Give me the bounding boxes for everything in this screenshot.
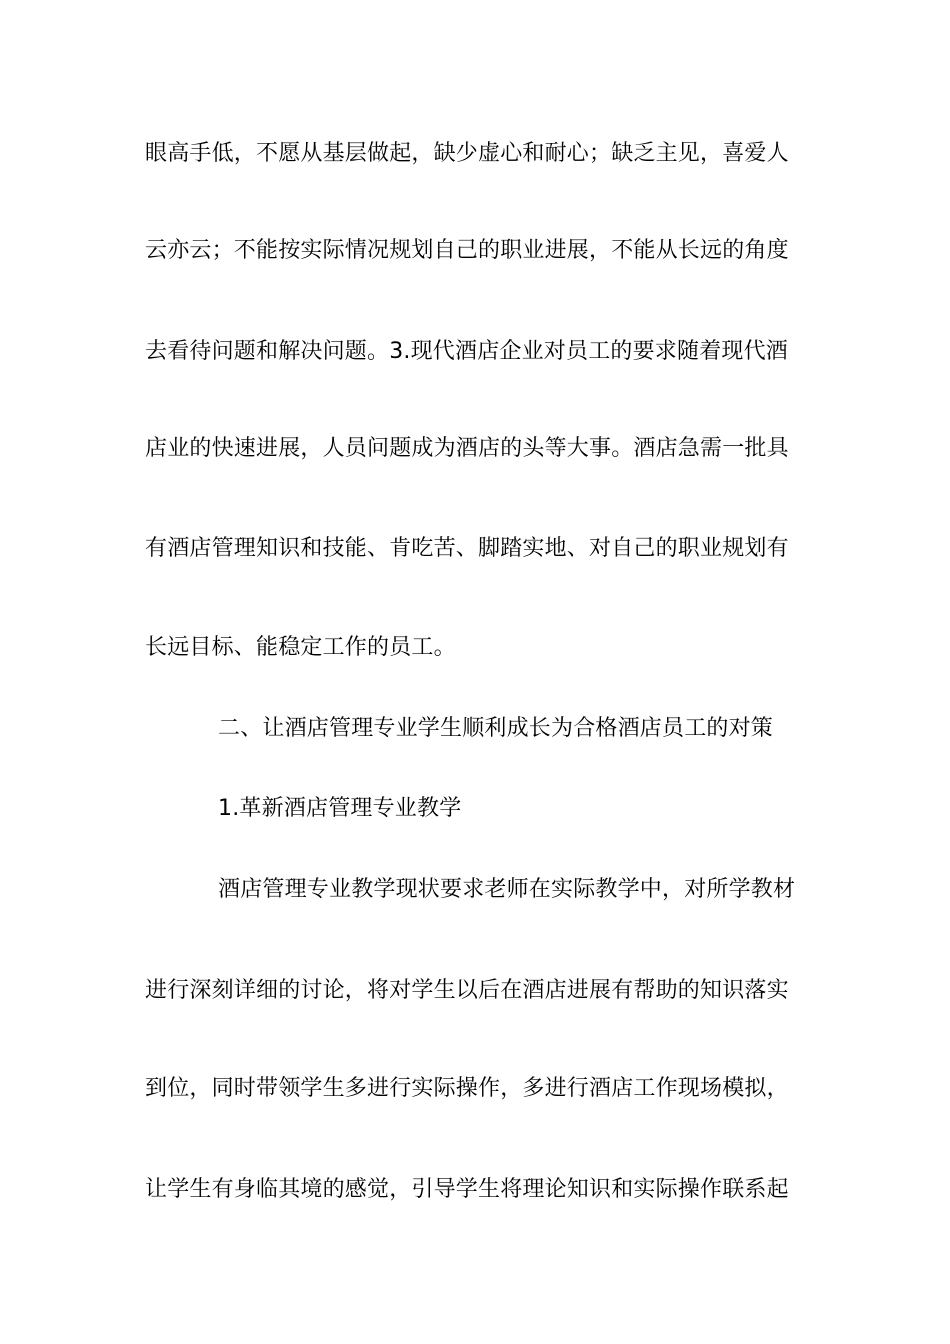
subsection-heading: 1.革新酒店管理专业教学 (218, 796, 462, 821)
paragraph-line: 到位，同时带领学生多进行实际操作，多进行酒店工作现场模拟， (145, 1076, 789, 1101)
paragraph-line: 酒店管理专业教学现状要求老师在实际教学中，对所学教材 (218, 877, 796, 902)
paragraph-line: 眼高手低，不愿从基层做起，缺少虚心和耐心；缺乏主见，喜爱人 (145, 141, 789, 166)
section-heading: 二、让酒店管理专业学生顺利成长为合格酒店员工的对策 (218, 716, 774, 741)
paragraph-line: 去看待问题和解决问题。3.现代酒店企业对员工的要求随着现代酒 (145, 339, 788, 364)
paragraph-line: 进行深刻详细的讨论，将对学生以后在酒店进展有帮助的知识落实 (145, 978, 789, 1003)
paragraph-line: 长远目标、能稳定工作的员工。 (145, 635, 456, 660)
paragraph-line: 有酒店管理知识和技能、肯吃苦、脚踏实地、对自己的职业规划有 (145, 536, 789, 561)
paragraph-line: 店业的快速进展，人员问题成为酒店的头等大事。酒店急需一批具 (145, 436, 789, 461)
paragraph-line: 云亦云；不能按实际情况规划自己的职业进展，不能从长远的角度 (145, 238, 789, 263)
paragraph-line: 让学生有身临其境的感觉，引导学生将理论知识和实际操作联系起 (145, 1177, 789, 1202)
